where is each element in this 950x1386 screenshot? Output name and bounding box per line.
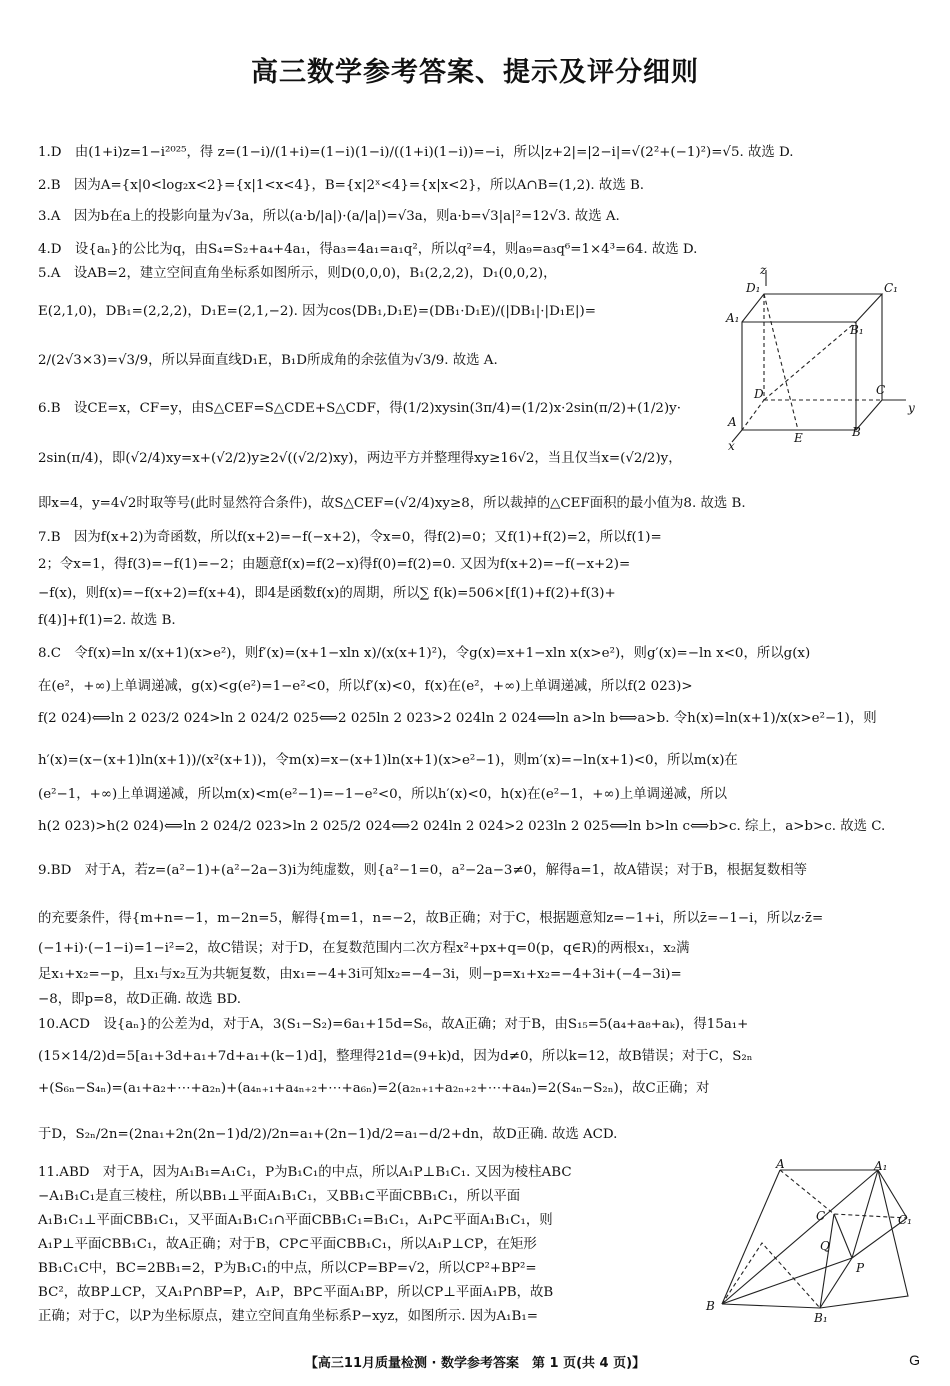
page-mark: G bbox=[909, 1352, 920, 1368]
prism-label: A₁ bbox=[874, 1159, 888, 1173]
answer-line: 2；令x=1，得f(3)=−f(1)=−2；由题意f(x)=f(2−x)得f(0)=f(2)=0. 又因为f(x+2)=−f(−x+2)= bbox=[38, 557, 631, 572]
cube-label: z bbox=[760, 263, 767, 277]
answer-line: BB₁C₁C中，BC=2BB₁=2，P为B₁C₁的中点，所以CP=BP=√2，所以CP²+BP²= bbox=[38, 1261, 537, 1276]
answer-line: 11.ABD 对于A，因为A₁B₁=A₁C₁，P为B₁C₁的中点，所以A₁P⊥B₁C₁. 又因为棱柱ABC bbox=[38, 1165, 572, 1180]
answer-line: E(2,1,0)，DB₁=(2,2,2)，D₁E=(2,1,−2). 因为cos⟨DB₁,D₁E⟩=(DB₁·D₁E)/(|DB₁|·|D₁E|)= bbox=[38, 304, 596, 319]
answer-line: (e²−1，+∞)上单调递减，所以m(x)<m(e²−1)=−1−e²<0，所以h′(x)<0，h(x)在(e²−1，+∞)上单调递减，所以 bbox=[38, 787, 728, 802]
answer-line: 在(e²，+∞)上单调递减，g(x)<g(e²)=1−e²<0，所以f′(x)<0，f(x)在(e²，+∞)上单调递减，所以f(2 023)> bbox=[38, 679, 693, 694]
answer-line: 正确；对于C，以P为坐标原点，建立空间直角坐标系P−xyz，如图所示. 因为A₁B₁= bbox=[38, 1309, 538, 1324]
page-footer: 【高三11月质量检测 · 数学参考答案 第 1 页(共 4 页)】 bbox=[304, 1356, 646, 1371]
cube-label: E bbox=[794, 431, 803, 445]
answer-line: 7.B 因为f(x+2)为奇函数，所以f(x+2)=−f(−x+2)，令x=0，得f(2)=0；又f(1)+f(2)=2，所以f(1)= bbox=[38, 530, 662, 545]
cube-diagram bbox=[716, 260, 920, 456]
answer-line: 1.D 由(1+i)z=1−i²⁰²⁵，得 z=(1−i)/(1+i)=(1−i)(1−i)/((1+i)(1−i))=−i，所以|z+2|=|2−i|=√(2²+(−1)²)=√5. 故选 D. bbox=[38, 145, 794, 160]
answer-line: f(2 024)⟺ln 2 023/2 024>ln 2 024/2 025⟺2 025ln 2 023>2 024ln 2 024⟺ln a>ln b⟺a>b. 令h(x)=ln(x+1)/x(x>e²−1)，则 bbox=[38, 711, 877, 726]
prism-label: C₁ bbox=[898, 1213, 912, 1227]
answer-line: BC²，故BP⊥CP，又A₁P∩BP=P，A₁P，BP⊂平面A₁BP，所以CP⊥平面A₁PB，故B bbox=[38, 1285, 554, 1300]
cube-label: D bbox=[754, 387, 764, 401]
answer-line: f(4)]+f(1)=2. 故选 B. bbox=[38, 613, 176, 628]
answer-line: (15×14/2)d=5[a₁+3d+a₁+7d+a₁+(k−1)d]，整理得21d=(9+k)d，因为d≠0，所以k=12，故B错误；对于C，S₂ₙ bbox=[38, 1049, 753, 1064]
answer-line: 2/(2√3×3)=√3/9，所以异面直线D₁E，B₁D所成角的余弦值为√3/9. 故选 A. bbox=[38, 353, 498, 368]
answer-line: 2.B 因为A={x|0<log₂x<2}={x|1<x<4}，B={x|2ˣ<4}={x|x<2}，所以A∩B=(1,2). 故选 B. bbox=[38, 178, 645, 193]
answer-line: +(S₆ₙ−S₄ₙ)=(a₁+a₂+⋯+a₂ₙ)+(a₄ₙ₊₁+a₄ₙ₊₂+⋯+a₆ₙ)=2(a₂ₙ₊₁+a₂ₙ₊₂+⋯+a₄ₙ)=2(S₄ₙ−S₂ₙ)，故C正确；对 bbox=[38, 1081, 710, 1096]
prism-label: C bbox=[816, 1209, 826, 1223]
cube-label: B bbox=[852, 425, 861, 439]
cube-label: y bbox=[908, 401, 915, 415]
answer-line: 9.BD 对于A，若z=(a²−1)+(a²−2a−3)i为纯虚数，则{a²−1=0，a²−2a−3≠0，解得a=1，故A错误；对于B，根据复数相等 bbox=[38, 863, 808, 878]
prism-label: B bbox=[706, 1299, 715, 1313]
page-title: 高三数学参考答案、提示及评分细则 bbox=[251, 57, 699, 88]
answer-line: 4.D 设{aₙ}的公比为q，由S₄=S₂+a₄+4a₁，得a₃=4a₁=a₁q²，所以q²=4，则a₉=a₃q⁶=1×4³=64. 故选 D. bbox=[38, 242, 698, 257]
answer-line: 10.ACD 设{aₙ}的公差为d，对于A，3(S₁−S₂)=6a₁+15d=S₆，故A正确；对于B，由S₁₅=5(a₄+a₈+aₖ)，得15a₁+ bbox=[38, 1017, 749, 1032]
prism-diagram bbox=[702, 1158, 920, 1326]
cube-label: C bbox=[876, 383, 886, 397]
cube-label: B₁ bbox=[850, 323, 864, 337]
answer-line: 2sin(π/4)，即(√2/4)xy=x+(√2/2)y≥2√((√2/2)xy)，两边平方并整理得xy≥16√2，当且仅当x=(√2/2)y， bbox=[38, 451, 682, 466]
answer-line: −8，即p=8，故D正确. 故选 BD. bbox=[38, 992, 242, 1007]
cube-label: C₁ bbox=[884, 281, 898, 295]
answer-line: −f(x)，则f(x)=−f(x+2)=f(x+4)，即4是函数f(x)的周期，所以∑ f(k)=506×[f(1)+f(2)+f(3)+ bbox=[38, 586, 616, 601]
answer-line: 即x=4，y=4√2时取等号(此时显然符合条件)，故S△CEF=(√2/4)xy≥8，所以裁掉的△CEF面积的最小值为8. 故选 B. bbox=[38, 496, 746, 511]
answer-line: h′(x)=(x−(x+1)ln(x+1))/(x²(x+1))，令m(x)=x−(x+1)ln(x+1)(x>e²−1)，则m′(x)=−ln(x+1)<0，所以m(x)在 bbox=[38, 753, 738, 768]
prism-label: Q bbox=[820, 1239, 830, 1253]
answer-line: 于D，S₂ₙ/2n=(2na₁+2n(2n−1)d/2)/2n=a₁+(2n−1)d/2=a₁−d/2+dn，故D正确. 故选 ACD. bbox=[38, 1127, 618, 1142]
answer-line: h(2 023)>h(2 024)⟺ln 2 024/2 023>ln 2 025/2 024⟺2 024ln 2 024>2 023ln 2 025⟺ln b>ln c⟺b>c. 综上，a>b>c. 故选 C. bbox=[38, 819, 886, 834]
answer-line: 5.A 设AB=2，建立空间直角坐标系如图所示，则D(0,0,0)，B₁(2,2,2)，D₁(0,0,2)， bbox=[38, 266, 557, 281]
prism-label: A bbox=[776, 1158, 785, 1171]
answer-line: A₁P⊥平面CBB₁C₁，故A正确；对于B，CP⊂平面CBB₁C₁，所以A₁P⊥CP，在矩形 bbox=[38, 1237, 537, 1252]
answer-line: 3.A 因为b在a上的投影向量为√3a，所以(a·b/|a|)·(a/|a|)=√3a，则a·b=√3|a|²=12√3. 故选 A. bbox=[38, 209, 620, 224]
answer-line: 足x₁+x₂=−p，且x₁与x₂互为共轭复数，由x₁=−4+3i可知x₂=−4−3i，则−p=x₁+x₂=−4+3i+(−4−3i)= bbox=[38, 967, 682, 982]
answer-line: −A₁B₁C₁是直三棱柱，所以BB₁⊥平面A₁B₁C₁，又BB₁⊂平面CBB₁C₁，所以平面 bbox=[38, 1189, 521, 1204]
answer-line: 8.C 令f(x)=ln x/(x+1)(x>e²)，则f′(x)=(x+1−xln x)/(x(x+1)²)，令g(x)=x+1−xln x(x>e²)，则g′(x)=−ln x<0，所以g(x) bbox=[38, 646, 811, 661]
answer-line: 的充要条件，得{m+n=−1，m−2n=5，解得{m=1，n=−2，故B正确；对于C，根据题意知z=−1+i，所以z̄=−1−i，所以z·z̄= bbox=[38, 911, 824, 926]
cube-label: D₁ bbox=[746, 281, 761, 295]
prism-label: B₁ bbox=[814, 1311, 828, 1325]
answer-line: (−1+i)·(−1−i)=1−i²=2，故C错误；对于D，在复数范围内二次方程x²+px+q=0(p，q∈R)的两根x₁，x₂满 bbox=[38, 941, 690, 956]
cube-label: A bbox=[728, 415, 737, 429]
prism-label: P bbox=[856, 1261, 865, 1275]
cube-label: x bbox=[728, 439, 735, 453]
answer-line: A₁B₁C₁⊥平面CBB₁C₁，又平面A₁B₁C₁∩平面CBB₁C₁=B₁C₁，A₁P⊂平面A₁B₁C₁，则 bbox=[38, 1213, 553, 1228]
answer-line: 6.B 设CE=x，CF=y，由S△CEF=S△CDE+S△CDF，得(1/2)xysin(3π/4)=(1/2)x·2sin(π/2)+(1/2)y· bbox=[38, 401, 681, 416]
cube-label: A₁ bbox=[726, 311, 740, 325]
